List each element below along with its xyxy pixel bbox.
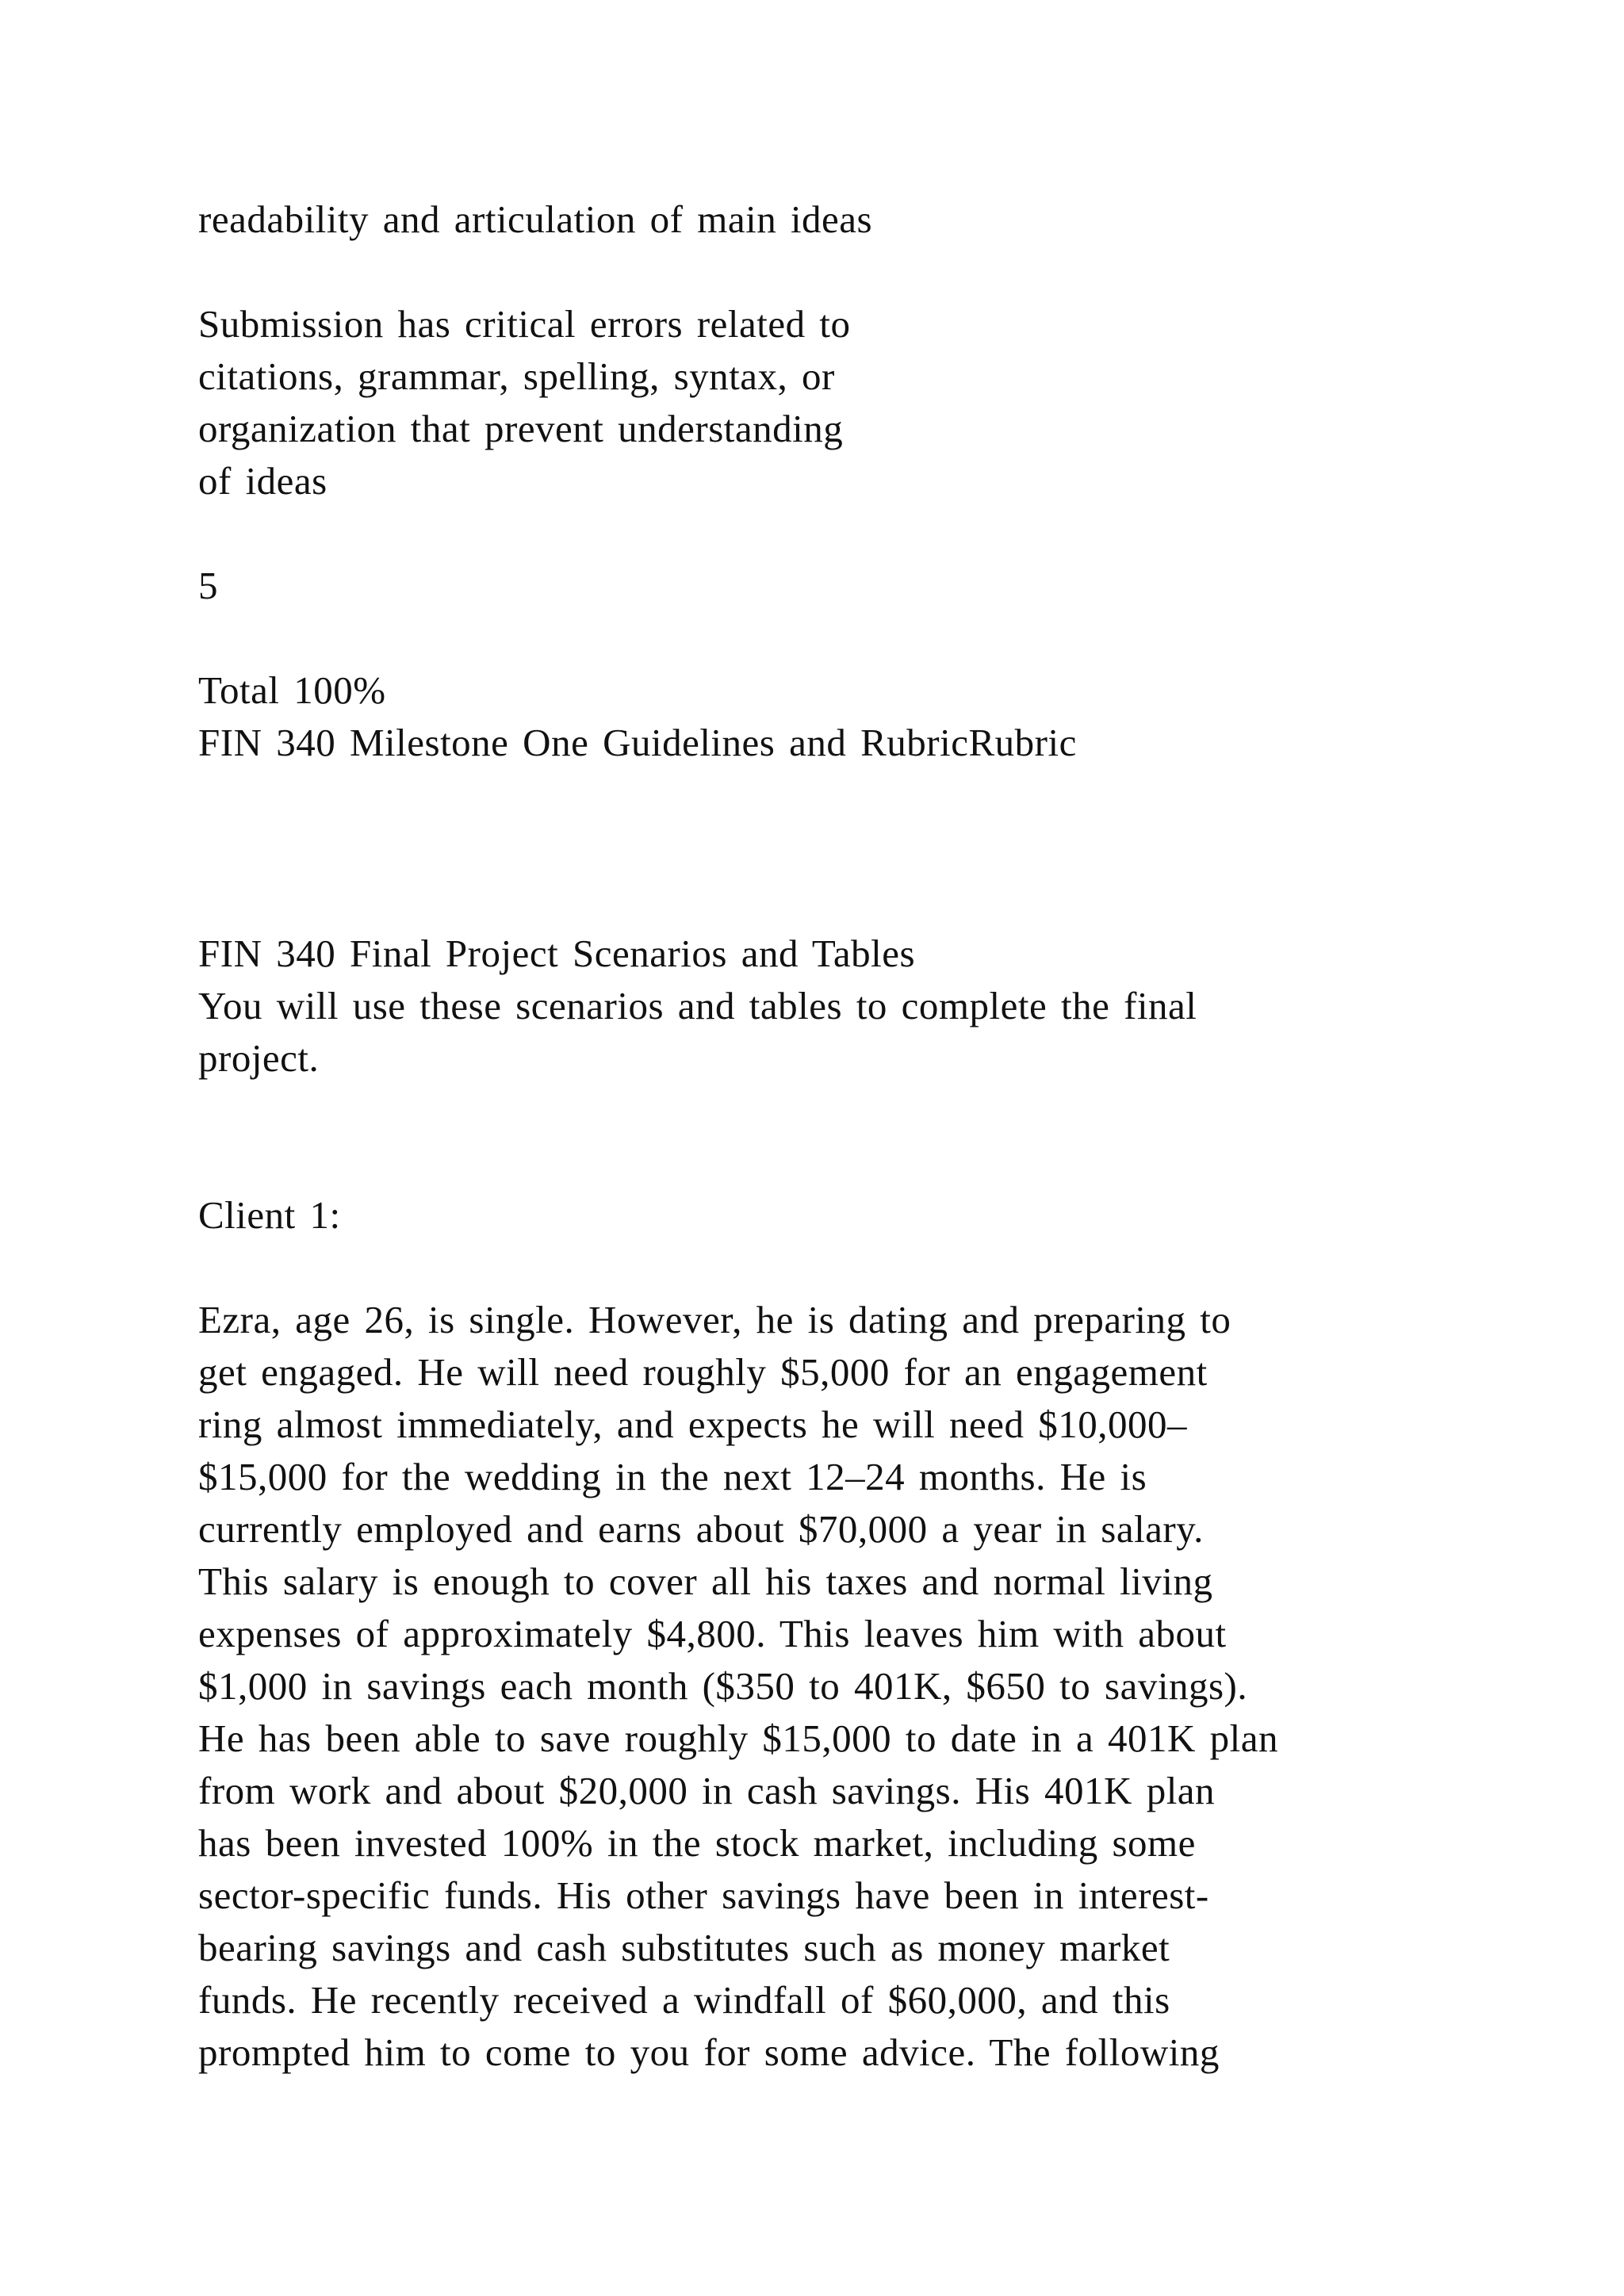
- rubric-not-evident-text: [198, 298, 1546, 507]
- paragraph-line: $15,000 for the wedding in the next 12–24 months. He is: [198, 1455, 1147, 1498]
- paragraph-line: currently employed and earns about $70,000 a year in salary.: [198, 1507, 1204, 1551]
- spacer: [198, 612, 1546, 664]
- rubric-criterion-fragment: readability and articulation of main ideas: [198, 197, 873, 241]
- paragraph-line: $1,000 in savings each month ($350 to 401K, $650 to savings).: [198, 1664, 1248, 1708]
- spacer: [198, 507, 1546, 560]
- paragraph-line: He has been able to save roughly $15,000 to date in a 401K plan: [198, 1716, 1279, 1760]
- rubric-line: of ideas: [198, 459, 327, 503]
- spacer: [198, 246, 1546, 298]
- paragraph-line: bearing savings and cash substitutes such as money market: [198, 1926, 1170, 1969]
- project-title: FIN 340 Final Project Scenarios and Tables: [198, 932, 916, 975]
- paragraph-line: This salary is enough to cover all his taxes and normal living: [198, 1559, 1213, 1603]
- paragraph-line: from work and about $20,000 in cash savings. His 401K plan: [198, 1769, 1216, 1812]
- intro-line: You will use these scenarios and tables to complete the final: [198, 984, 1197, 1027]
- rubric-total: Total 100%: [198, 668, 386, 712]
- rubric-value: 5: [198, 564, 218, 607]
- paragraph-line: get engaged. He will need roughly $5,000 for an engagement: [198, 1350, 1208, 1394]
- rubric-line: organization that prevent understanding: [198, 407, 844, 450]
- paragraph-line: prompted him to come to you for some advice. The following: [198, 2030, 1220, 2074]
- client-heading: Client 1:: [198, 1193, 341, 1237]
- rubric-line: Submission has critical errors related to: [198, 302, 851, 346]
- paragraph-line: ring almost immediately, and expects he will need $10,000–: [198, 1402, 1187, 1446]
- spacer: [198, 1085, 1546, 1189]
- paragraph-line: sector-specific funds. His other savings have been in interest-: [198, 1873, 1209, 1917]
- client-paragraph: [198, 1294, 1546, 2079]
- paragraph-line: expenses of approximately $4,800. This leaves him with about: [198, 1612, 1227, 1655]
- document-body: [198, 193, 1546, 2079]
- rubric-footer-title: FIN 340 Milestone One Guidelines and RubricRubric: [198, 721, 1077, 764]
- rubric-line: citations, grammar, spelling, syntax, or: [198, 354, 835, 398]
- spacer: [198, 769, 1546, 928]
- paragraph-line: has been invested 100% in the stock market, including some: [198, 1821, 1196, 1865]
- project-intro: [198, 980, 1546, 1085]
- paragraph-line: Ezra, age 26, is single. However, he is dating and preparing to: [198, 1298, 1231, 1341]
- spacer: [198, 1242, 1546, 1294]
- intro-line: project.: [198, 1036, 320, 1080]
- paragraph-line: funds. He recently received a windfall of $60,000, and this: [198, 1978, 1170, 2022]
